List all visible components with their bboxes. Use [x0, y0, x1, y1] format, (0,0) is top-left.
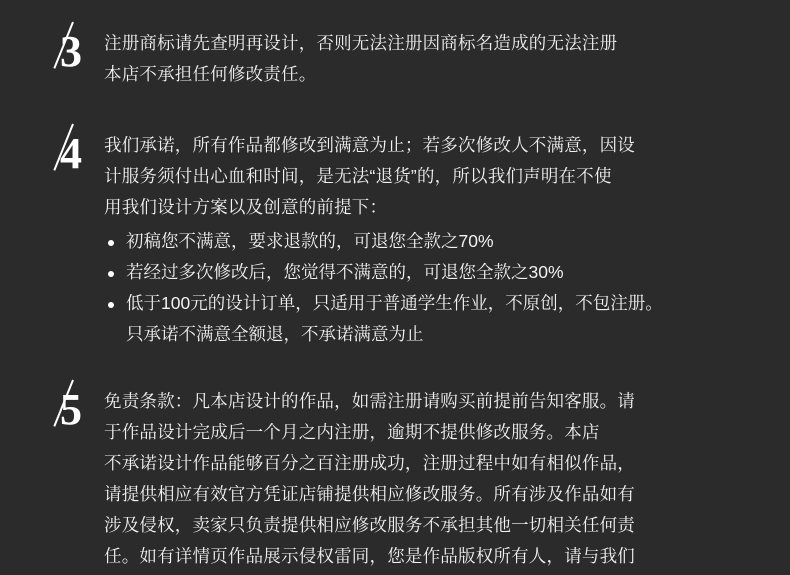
list-item-line-2: 只承诺不满意全额退，不承诺满意为止	[126, 324, 424, 344]
section-3-line-2: 本店不承担任何修改责任。	[104, 64, 317, 84]
section-5-line-3: 不承诺设计作品能够百分之百注册成功，注册过程中如有相似作品，	[104, 453, 635, 473]
section-4-line-1: 我们承诺，所有作品都修改到满意为止；若多次修改人不满意，因设	[104, 135, 635, 155]
section-3	[42, 22, 752, 90]
section-4-line-2: 计服务须付出心血和时间，是无法“退货”的，所以我们声明在不使	[104, 166, 612, 186]
section-5-number: 5	[60, 385, 82, 434]
section-3-number-block	[42, 22, 104, 80]
list-item-line-1: 低于100元的设计订单，只适用于普通学生作业，不原创，不包注册。	[126, 293, 663, 313]
list-item	[104, 288, 754, 350]
section-5-text	[104, 380, 752, 572]
list-item: 若经过多次修改后，您觉得不满意的，可退您全款之30%	[104, 257, 754, 288]
section-3-text	[104, 22, 752, 90]
section-3-number: 3	[60, 27, 82, 76]
section-4-text	[104, 124, 752, 223]
section-4-number: 4	[60, 129, 82, 178]
section-5-line-1: 免责条款：凡本店设计的作品，如需注册请购买前提前告知客服。请	[104, 391, 635, 411]
section-5-line-5: 涉及侵权，卖家只负责提供相应修改服务不承担其他一切相关任何责	[104, 515, 635, 535]
section-5-line-2: 于作品设计完成后一个月之内注册，逾期不提供修改服务。本店	[104, 422, 600, 442]
section-5-line-4: 请提供相应有效官方凭证店铺提供相应修改服务。所有涉及作品如有	[104, 484, 635, 504]
section-5-number-block	[42, 380, 104, 438]
section-5	[42, 380, 752, 572]
refund-policy-list	[104, 226, 754, 350]
section-3-line-1: 注册商标请先查明再设计，否则无法注册因商标名造成的无法注册	[104, 33, 618, 53]
section-4-line-3: 用我们设计方案以及创意的前提下：	[104, 197, 388, 217]
list-item: 初稿您不满意，要求退款的，可退您全款之70%	[104, 226, 754, 257]
section-5-line-6: 任。如有详情页作品展示侵权雷同，您是作品版权所有人，请与我们	[104, 546, 635, 566]
section-4	[42, 124, 752, 223]
section-4-number-block	[42, 124, 104, 182]
